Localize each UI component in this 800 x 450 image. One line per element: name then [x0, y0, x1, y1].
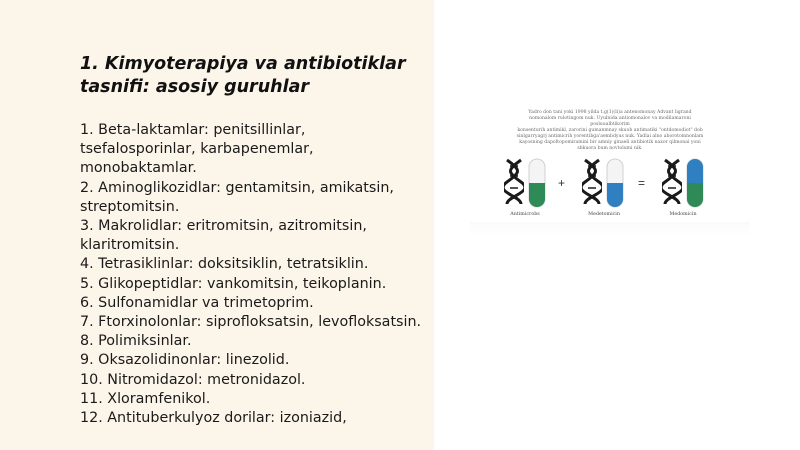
list-item: 4. Tetrasiklinlar: doksitsiklin, tetratsiklin. [80, 256, 369, 273]
list-item: 6. Sulfonamidlar va trimetoprim. [80, 294, 314, 311]
equals-sign: = [638, 176, 646, 190]
figure-caption [510, 110, 710, 152]
caption-line: shkuora bum novtolumi nik. [577, 146, 643, 151]
caption-line: sinlgarryagrj antimicrih yorentibga'aembdyus nuk. Yadlai alno aborotomnonlam [516, 134, 704, 139]
figure-label: Antimicrobs [510, 212, 540, 217]
list-item: 2. Aminoglikozidlar: gentamitsin, amikatsin, streptomitsin. [80, 179, 394, 215]
list-item: 7. Ftorxinolonlar: siprofloksatsin, levofloksatsin. [80, 314, 422, 331]
caption-line: konsenturih antimikl, zarorini gumanmnay skuob antimatiki "ontdomodiot" dob [517, 128, 703, 133]
list-item: 12. Antituberkulyoz dorilar: izoniazid, [80, 410, 347, 427]
figure-label: Medomicin [669, 212, 697, 217]
list-item: 11. Xloramfenikol. [80, 390, 211, 407]
dna-helix-icon [582, 158, 602, 206]
caption-line: kayosning dapoltopomiramini bir amniy ginaeli antibiotik naxor qilmonai yoni [519, 140, 701, 145]
green-capsule-icon [528, 158, 546, 208]
figure-label: Medetomicin [588, 212, 620, 217]
blue-capsule-icon [606, 158, 624, 208]
blue-green-capsule-icon [686, 158, 704, 208]
list-item: 10. Nitromidazol: metronidazol. [80, 371, 306, 388]
list-item: 1. Beta-laktamlar: penitsillinlar, tsefalosporinlar, karbapenemlar, monobaktamlar. [80, 122, 314, 177]
dna-capsule-illustration [470, 100, 750, 240]
caption-line: nomonalom rulotingom nuk. Uyulnida antiomonalov va modilamaroni posluualbtikorim [529, 116, 691, 127]
list-item: 9. Oksazolidinonlar: linezolid. [80, 352, 290, 369]
antibiotic-group-list [80, 121, 425, 428]
plus-sign: + [558, 176, 566, 190]
list-item: 8. Polimiksinlar. [80, 333, 192, 350]
list-item: 3. Makrolidlar: eritromitsin, azitromitsin, klaritromitsin. [80, 218, 367, 254]
image-reflection [470, 222, 750, 236]
dna-helix-icon [504, 158, 524, 206]
caption-line: Yadro don tani yoki 1998 yilda t.g(1)(li)a antenomonay Advant ligrand [528, 110, 692, 115]
dna-helix-icon [662, 158, 682, 206]
slide-title: 1. Kimyoterapiya va antibiotiklar tasnifi: asosiy guruhlar [80, 54, 406, 97]
list-item: 5. Glikopeptidlar: vankomitsin, teikoplanin. [80, 275, 387, 292]
